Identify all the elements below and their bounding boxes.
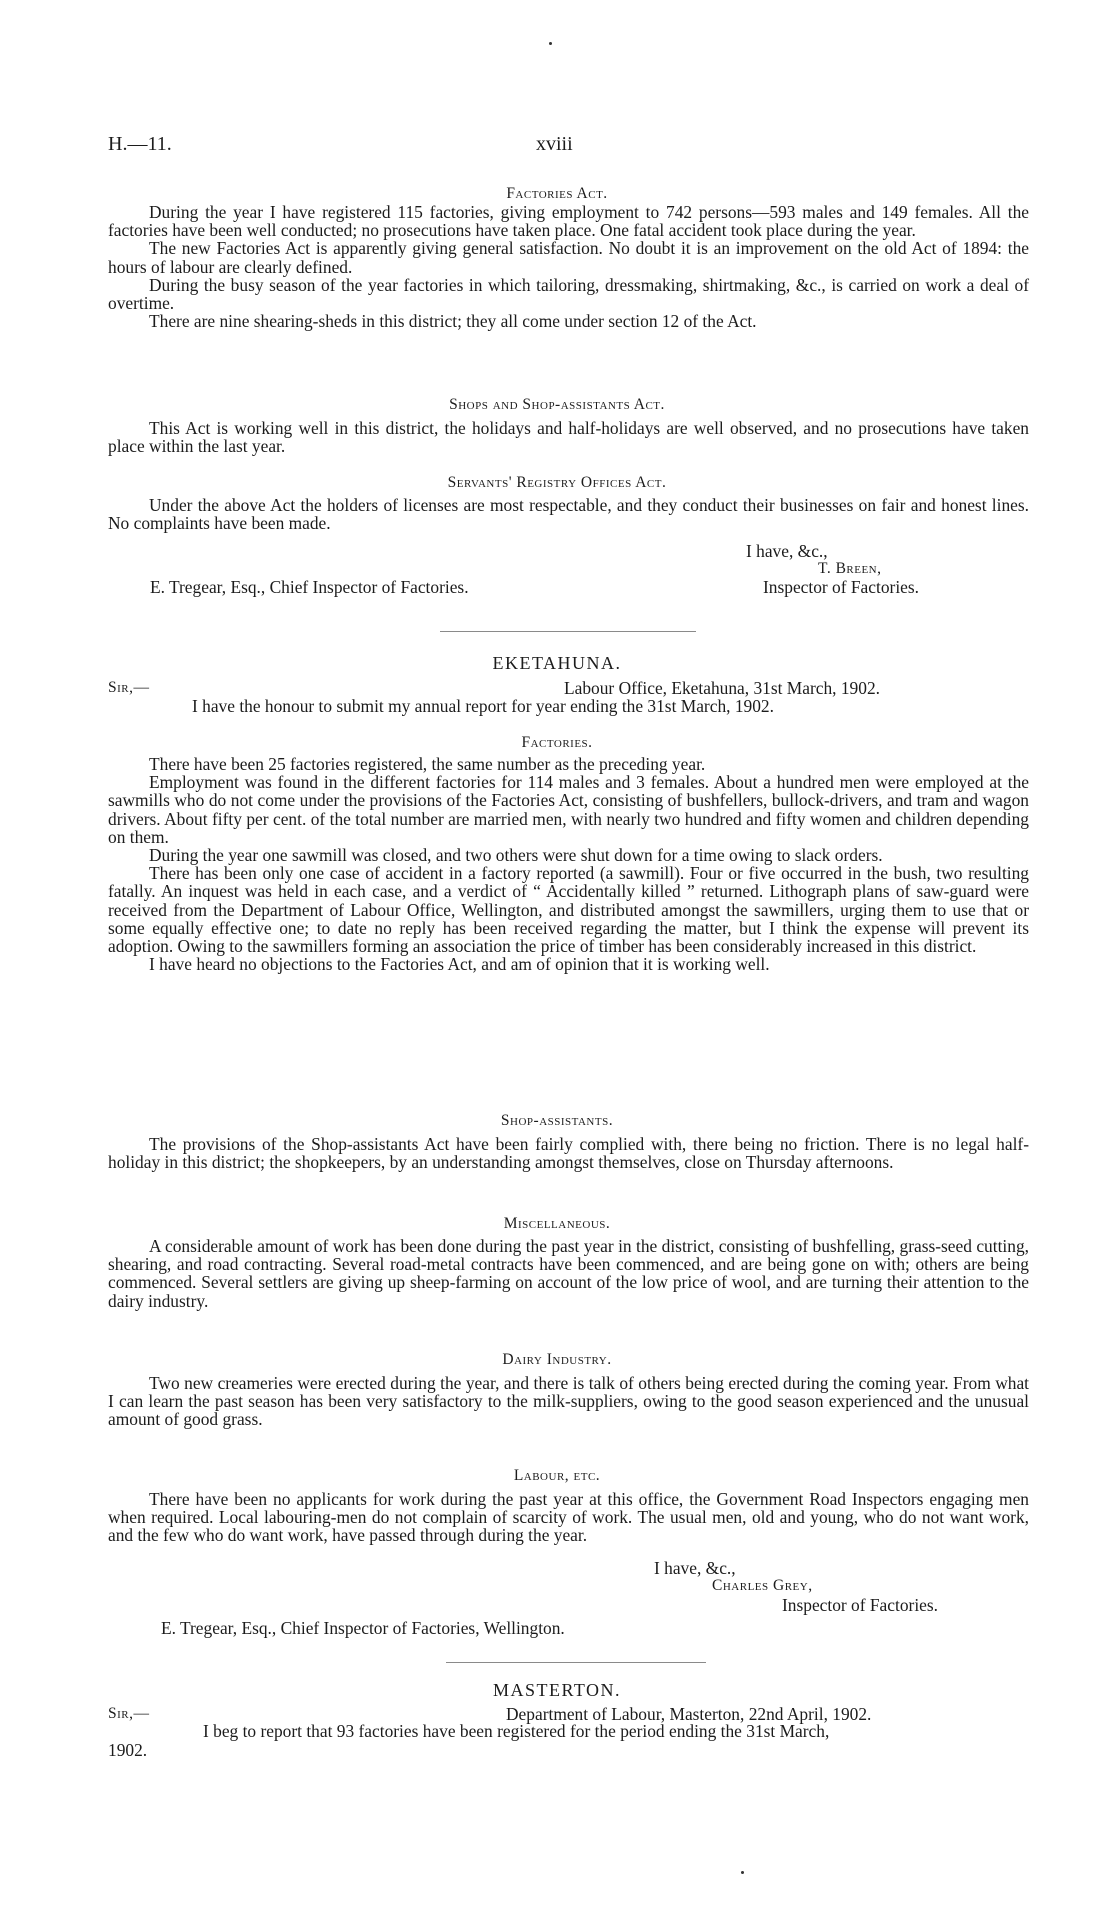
- masterton-title: MASTERTON.: [492, 1680, 622, 1700]
- addressee: E. Tregear, Esq., Chief Inspector of Factories, Wellington.: [161, 1618, 565, 1638]
- page-number: xviii: [536, 133, 573, 155]
- signatory-title: Inspector of Factories.: [782, 1595, 938, 1615]
- paragraph: A considerable amount of work has been done during the past year in the district, consisting of bushfelling, grass-seed cutting, shearing, and road contracting. Several road-metal contracts have been commenced, and are being gone on with; others are being commenced. Several settlers are giving up sheep-farming on account of the low price of wool, and are turning their attention to the dairy industry.: [108, 1236, 1029, 1311]
- paragraph: I have heard no objections to the Factories Act, and am of opinion that it is working well.: [149, 954, 770, 975]
- section-divider: [440, 631, 696, 632]
- speck-mark-top: [549, 42, 552, 45]
- paragraph: There have been 25 factories registered, the same number as the preceding year.: [149, 754, 706, 774]
- factories-act-body: [108, 203, 1029, 330]
- closing-salutation: I have, &c.,: [654, 1558, 736, 1578]
- shops-act-heading: Shops and Shop-assistants Act.: [449, 396, 665, 413]
- signatory-title: Inspector of Factories.: [763, 577, 919, 597]
- intro-line-continued: 1902.: [108, 1740, 148, 1760]
- paragraph: There has been only one case of accident in a factory reported (a sawmill). Four or five occurred in the bush, two resulting fatally. An inquest was held in each case, and a verdict of “ Accidentally killed ” returned. Lithograph plans of saw-guard were received from the Department of Labour Office, Wellington, and distributed amongst the sawmillers, urging them to use that or some equally effective one; to date no reply has been received regarding the matter, but I think the expense will prevent its adoption. Owing to the sawmillers forming an association the price of timber has been considerably increased in this district.: [108, 863, 1029, 957]
- dairy-industry-heading: Dairy Industry.: [502, 1351, 612, 1368]
- paragraph: There are nine shearing-sheds in this district; they all come under section 12 of the Act.: [149, 311, 757, 332]
- paragraph: The provisions of the Shop-assistants Act have been fairly complied with, there being no friction. There is no legal half-holiday in this district; the shopkeepers, by an understanding amongst themselves, close on Thursday afternoons.: [108, 1134, 1029, 1173]
- paragraph: Two new creameries were erected during the year, and there is talk of others being erected during the coming year. From what I can learn the past season has been very satisfactory to the milk-suppliers, owing to the good season experienced and the unusual amount of good grass.: [108, 1373, 1029, 1430]
- servants-act-heading: Servants' Registry Offices Act.: [447, 474, 667, 491]
- labour-heading: Labour, etc.: [513, 1467, 601, 1484]
- paragraph: Employment was found in the different factories for 114 males and 3 females. About a hundred men were employed at the sawmills who do not come under the provisions of the Factories Act, consisting of bushfellers, bullock-drivers, and tram and wagon drivers. About fifty per cent. of the total number are married men, with nearly two hundred and fifty women and children depending on them.: [108, 772, 1029, 847]
- miscellaneous-body: [108, 1237, 1029, 1310]
- signatory-name: T. Breen,: [818, 560, 882, 577]
- paragraph: Under the above Act the holders of licenses are most respectable, and they conduct their businesses on fair and honest lines. No complaints have been made.: [108, 495, 1029, 534]
- shop-assistants-heading: Shop-assistants.: [500, 1112, 614, 1129]
- addressee: E. Tregear, Esq., Chief Inspector of Factories.: [150, 577, 469, 597]
- dateline: Department of Labour, Masterton, 22nd April, 1902.: [506, 1704, 872, 1724]
- paragraph: The new Factories Act is apparently giving general satisfaction. No doubt it is an improvement on the old Act of 1894: the hours of labour are clearly defined.: [108, 238, 1029, 277]
- shops-act-body: [108, 419, 1029, 455]
- shop-assistants-body: [108, 1135, 1029, 1171]
- factories-act-heading: Factories Act.: [506, 185, 608, 202]
- eketahuna-factories-body: [108, 755, 1029, 973]
- dateline: Labour Office, Eketahuna, 31st March, 1902.: [564, 678, 880, 698]
- paragraph: This Act is working well in this district, the holidays and half-holidays are well observed, and no prosecutions have taken place within the last year.: [108, 418, 1029, 457]
- miscellaneous-heading: Miscellaneous.: [503, 1215, 611, 1232]
- section-divider: [446, 1662, 706, 1663]
- servants-act-body: [108, 496, 1029, 532]
- signatory-name: Charles Grey,: [712, 1577, 813, 1594]
- intro-line: I beg to report that 93 factories have been registered for the period ending the 31st March,: [203, 1721, 830, 1741]
- dairy-industry-body: [108, 1374, 1029, 1429]
- speck-mark-bottom: [741, 1871, 744, 1874]
- paragraph: During the busy season of the year factories in which tailoring, dressmaking, shirtmaking, &c., is carried on work a deal of overtime.: [108, 274, 1029, 314]
- paragraph: During the year one sawmill was closed, and two others were shut down for a time owing to slack orders.: [149, 845, 883, 866]
- intro-line: I have the honour to submit my annual report for year ending the 31st March, 1902.: [192, 696, 774, 716]
- salutation: Sir,—: [108, 679, 150, 696]
- labour-body: [108, 1490, 1029, 1545]
- eketahuna-factories-heading: Factories.: [521, 734, 593, 751]
- eketahuna-title: EKETAHUNA.: [492, 653, 622, 673]
- closing-salutation: I have, &c.,: [746, 541, 828, 561]
- paragraph: During the year I have registered 115 factories, giving employment to 742 persons—593 males and 149 females. All the factories have been well conducted; no prosecutions have taken place. One fatal accident took place during the year.: [108, 202, 1029, 241]
- salutation: Sir,—: [108, 1705, 150, 1722]
- paragraph: There have been no applicants for work during the past year at this office, the Government Road Inspectors engaging men when required. Local labouring-men do not complain of scarcity of work. The usual men, old and young, who do not want work, and the few who do want work, have passed through during the year.: [108, 1489, 1029, 1546]
- page-header-left: H.—11.: [108, 133, 172, 155]
